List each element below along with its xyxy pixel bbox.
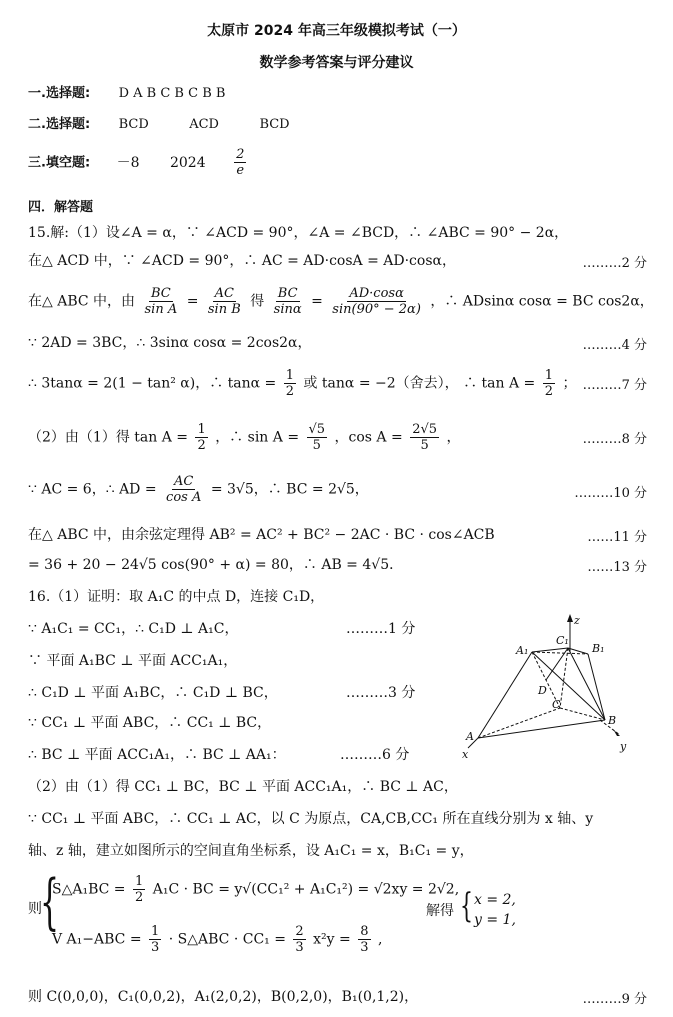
label-x: x <box>462 748 469 760</box>
exam-subtitle: 数学参考答案与评分建议 <box>259 55 414 71</box>
solution-brace: { <box>460 886 473 926</box>
section-label: 二.选择题: <box>28 117 91 132</box>
q16-line-9: 轴、z 轴，建立如图所示的空间直角坐标系，设 A₁C₁ = x，B₁C₁ = y， <box>28 843 474 859</box>
exam-title: 太原市 2024 年高三年级模拟考试（一） <box>207 23 466 39</box>
label-D: D <box>538 684 547 697</box>
label-B: B <box>608 714 617 727</box>
score-marker: ………2 分 <box>582 256 647 271</box>
solve-label: 解得 <box>426 903 454 919</box>
label-A: A <box>466 730 474 743</box>
score-marker: ……11 分 <box>587 530 647 545</box>
q16-line-1: 16.（1）证明：取 A₁C 的中点 D，连接 C₁D， <box>28 589 325 605</box>
label-z: z <box>574 614 580 627</box>
q15-line-6: （2）由（1）得 tan A = $\frac{1}{2}$ ，∴ sin A = $\frac{√5}{5}$ ，cos A = $\frac{2√5}{5}$ ， <box>28 422 461 453</box>
multi-answer-3: BCD <box>259 117 290 132</box>
q15-line-2: 在△ ACD 中，∵ ∠ACD = 90°，∴ AC = AD·cosA = AD·cosα， <box>28 253 456 269</box>
prism-figure <box>460 610 660 760</box>
q16-line-7: （2）由（1）得 CC₁ ⊥ BC，BC ⊥ 平面 ACC₁A₁，∴ BC ⊥ AC， <box>28 779 458 795</box>
q16-line-3: ∵ 平面 A₁BC ⊥ 平面 ACC₁A₁， <box>28 653 238 669</box>
equation-volume: V A₁−ABC = $\frac{1}{3}$ · S△ABC · CC₁ = $\frac{2}{3}$ x²y = $\frac{8}{3}$ , <box>52 924 383 955</box>
multi-answer-1: BCD <box>118 117 149 132</box>
section-solutions: 四．解答题 <box>28 200 94 215</box>
score-marker: ………6 分 <box>340 747 410 763</box>
fill-answer-3: $\frac{2}{e}$ <box>236 147 245 178</box>
q16-line-4: ∴ C₁D ⊥ 平面 A₁BC，∴ C₁D ⊥ BC， <box>28 685 278 701</box>
score-marker: ………8 分 <box>582 432 647 447</box>
solution-y: y = 1, <box>474 912 516 928</box>
score-marker: ………9 分 <box>582 992 647 1007</box>
choice-answers: D A B C B C B B <box>118 86 226 101</box>
q16-line-6: ∴ BC ⊥ 平面 ACC₁A₁，∴ BC ⊥ AA₁： <box>28 747 286 763</box>
score-marker: ………4 分 <box>582 338 647 353</box>
q15-line-9: = 36 + 20 − 24√5 cos(90° + α) = 80，∴ AB = 4√5． <box>28 557 404 573</box>
label-C: C <box>552 698 561 711</box>
label-A1: A₁ <box>516 644 529 657</box>
section-choice-2 <box>28 115 290 134</box>
score-marker: ………7 分 <box>582 378 647 393</box>
q16-coordinates: 则 C(0,0,0)，C₁(0,0,2)，A₁(2,0,2)，B(0,2,0)，B₁(0,1,2)， <box>28 989 419 1005</box>
q16-line-5: ∵ CC₁ ⊥ 平面 ABC，∴ CC₁ ⊥ BC， <box>28 715 272 731</box>
section-label: 三.填空题: <box>28 155 91 171</box>
label-C1: C₁ <box>556 634 569 647</box>
q15-line-1: 15.解:（1）设∠A = α，∵ ∠ACD = 90°，∠A = ∠BCD，∴ ∠ABC = 90° − 2α， <box>28 225 569 241</box>
score-marker: ………1 分 <box>346 621 416 637</box>
q16-line-2: ∵ A₁C₁ = CC₁，∴ C₁D ⊥ A₁C， <box>28 621 239 637</box>
section-label: 一.选择题: <box>28 86 91 101</box>
fill-answer-1: －8 <box>116 154 140 171</box>
score-marker: ……13 分 <box>587 560 647 575</box>
q15-line-8: 在△ ABC 中，由余弦定理得 AB² = AC² + BC² − 2AC · BC · cos∠ACB <box>28 527 495 543</box>
multi-answer-2: ACD <box>189 117 219 132</box>
solution-x: x = 2, <box>474 892 516 908</box>
label-B1: B₁ <box>592 642 605 655</box>
equation-area: S△A₁BC = $\frac{1}{2}$ A₁C · BC = y√(CC₁² + A₁C₁²) = √2xy = 2√2, <box>52 874 460 905</box>
ze-label: 则 <box>28 901 42 917</box>
fill-answer-2: 2024 <box>169 154 206 171</box>
q15-line-7: ∵ AC = 6，∴ AD = $\frac{AC}{\text{cos A}}$ = 3√5，∴ BC = 2√5， <box>28 474 369 505</box>
section-fill-blank <box>28 147 249 178</box>
q15-line-5: ∴ 3tanα = 2(1 − tan² α)，∴ tanα = $\frac{1}{2}$ 或 tanα = −2（舍去）， ∴ tan A = $\frac{1}{2}$ ； <box>28 368 577 399</box>
q16-line-8: ∵ CC₁ ⊥ 平面 ABC，∴ CC₁ ⊥ AC，以 C 为原点，CA,CB,CC₁ 所在直线分别为 x 轴、y <box>28 811 594 827</box>
score-marker: ………10 分 <box>574 486 647 501</box>
score-marker: ………3 分 <box>346 685 416 701</box>
label-y: y <box>620 740 627 753</box>
q15-line-3: 在△ ABC 中，由 $\frac{BC}{\text{sin A}}$ = $\frac{AC}{\text{sin B}}$ 得 $\frac{BC}{\sin\alpha}$ = $\frac{AD\cdot\cos\alpha}{\sin(90^\circ - 2\alpha)}$ ，∴ ADsinα cosα = BC cos2α， <box>28 286 654 317</box>
section-choice-1 <box>28 84 225 103</box>
left-brace: { <box>40 867 60 937</box>
q15-line-4: ∵ 2AD = 3BC，∴ 3sinα cosα = 2cos2α， <box>28 335 312 351</box>
